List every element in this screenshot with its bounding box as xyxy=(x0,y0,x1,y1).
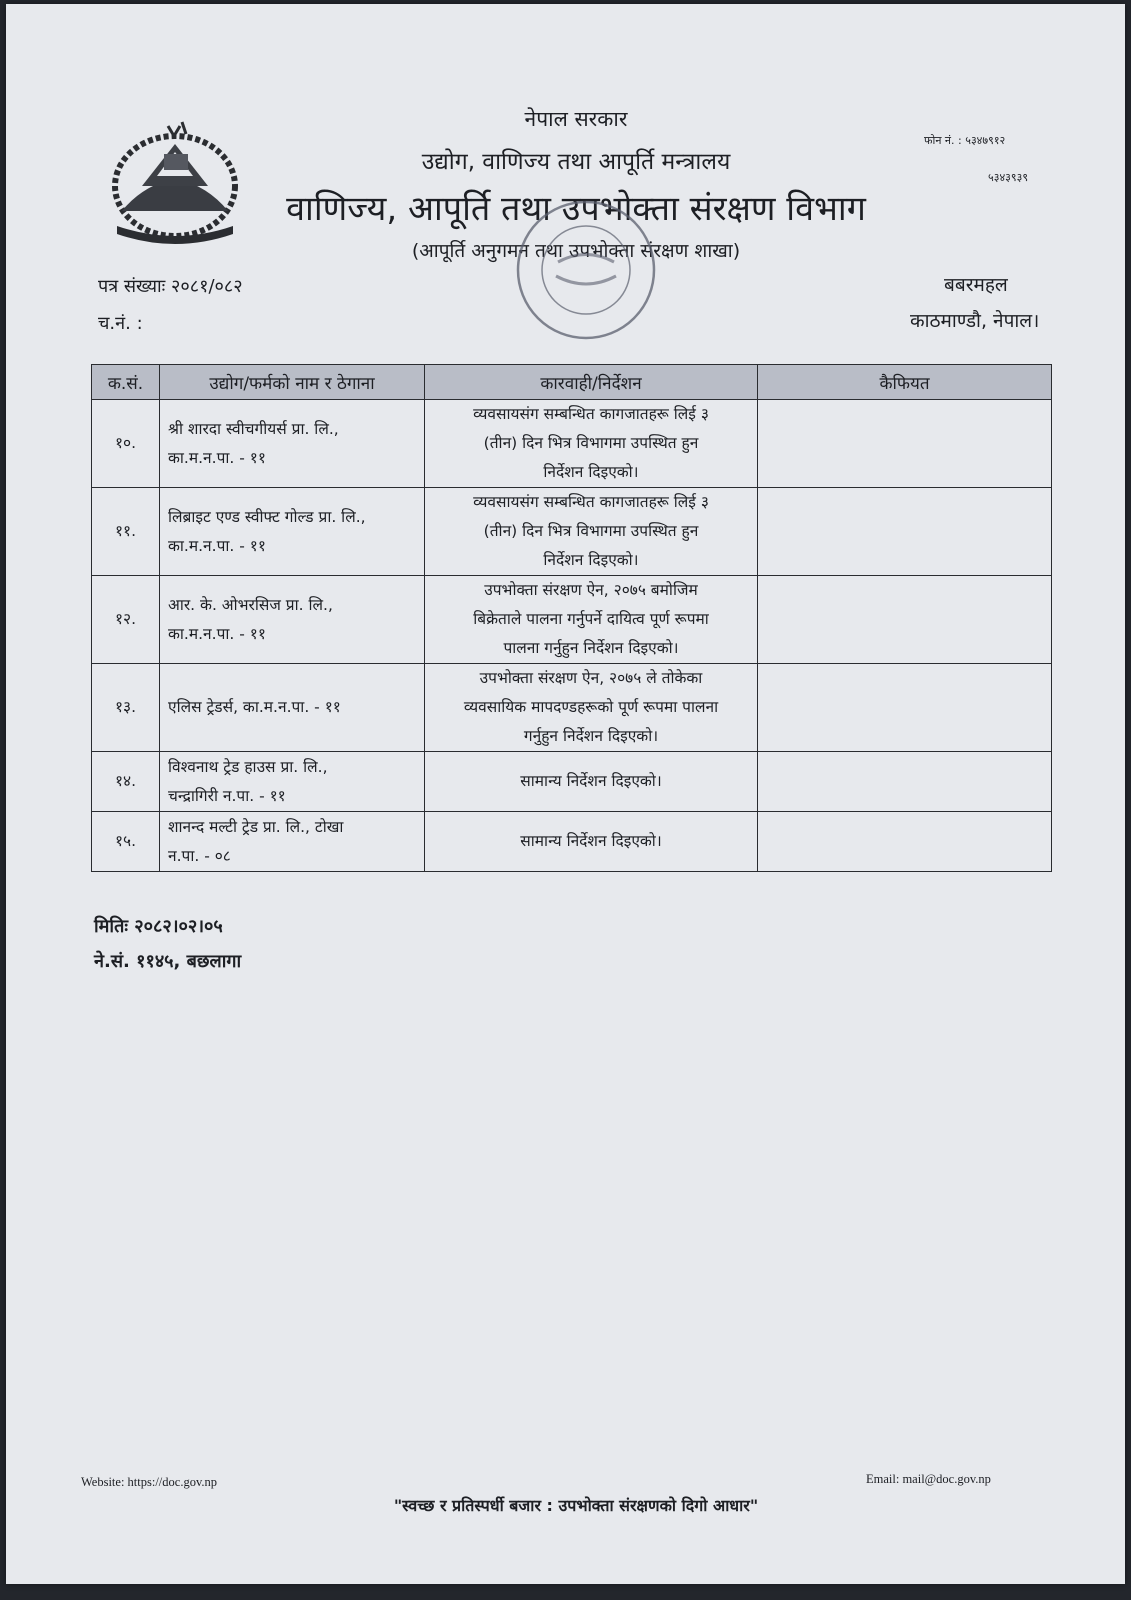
action-taken xyxy=(425,812,758,872)
table-row xyxy=(92,576,1052,664)
column-header-remarks: कैफियत xyxy=(758,365,1052,400)
phone-number-2: ५३४३९३९ xyxy=(988,171,1029,184)
firm-address: न.पा. - ०८ xyxy=(168,846,231,865)
action-line: निर्देशन दिइएको। xyxy=(543,463,639,481)
letter-date: मितिः २०८२।०२।०५ xyxy=(94,916,223,937)
department-name: वाणिज्य, आपूर्ति तथा उपभोक्ता संरक्षण विभाग xyxy=(286,189,866,229)
email-link[interactable]: Email: mail@doc.gov.np xyxy=(866,1472,991,1486)
address-line-1: बबरमहल xyxy=(944,274,1008,296)
firm-name: एलिस ट्रेडर्स, का.म.न.पा. - ११ xyxy=(168,698,341,716)
action-line: निर्देशन दिइएको। xyxy=(543,551,639,569)
serial-number: १४. xyxy=(92,752,160,812)
firm-action-table xyxy=(91,364,1052,872)
remarks xyxy=(758,812,1052,872)
action-line: पालना गर्नुहुन निर्देशन दिइएको। xyxy=(503,639,679,657)
section-name: (आपूर्ति अनुगमन तथा उपभोक्ता संरक्षण शाखा) xyxy=(411,240,741,262)
remarks xyxy=(758,400,1052,488)
action-line: सामान्य निर्देशन दिइएको। xyxy=(520,832,662,850)
action-line: (तीन) दिन भित्र विभागमा उपस्थित हुन xyxy=(483,434,699,452)
phone-number: फोन नं. : ५३४७९१२ xyxy=(924,134,1006,147)
column-header-serial: क.सं. xyxy=(92,365,160,400)
action-line: व्यवसायसंग सम्बन्धित कागजातहरू लिई ३ xyxy=(473,493,709,511)
firm-address: का.म.न.पा. - ११ xyxy=(168,624,266,643)
table-header-row xyxy=(92,365,1052,400)
firm-name-address xyxy=(160,576,425,664)
action-taken xyxy=(425,576,758,664)
firm-name-address xyxy=(160,752,425,812)
footer-slogan: "स्वच्छ र प्रतिस्पर्धी बजार : उपभोक्ता संरक्षणको दिगो आधार" xyxy=(393,1496,759,1515)
action-line: व्यवसायिक मापदण्डहरूको पूर्ण रूपमा पालना xyxy=(463,698,719,716)
firm-address: चन्द्रागिरी न.पा. - ११ xyxy=(168,786,286,805)
firm-name-address xyxy=(160,664,425,752)
government-name: नेपाल सरकार xyxy=(524,107,628,131)
letter-reference-number: पत्र संख्याः २०८१/०८२ xyxy=(98,276,243,297)
action-line: (तीन) दिन भित्र विभागमा उपस्थित हुन xyxy=(483,522,699,540)
firm-name-address xyxy=(160,812,425,872)
letter-page xyxy=(6,4,1125,1584)
action-line: उपभोक्ता संरक्षण ऐन, २०७५ ले तोकेका xyxy=(479,669,703,687)
table-row xyxy=(92,400,1052,488)
action-taken xyxy=(425,752,758,812)
table-row xyxy=(92,752,1052,812)
dispatch-number: च.नं. : xyxy=(98,313,143,334)
firm-name: श्री शारदा स्वीचगीयर्स प्रा. लि., xyxy=(168,419,339,438)
action-taken xyxy=(425,400,758,488)
column-header-action: कारवाही/निर्देशन xyxy=(425,365,758,400)
serial-number: १२. xyxy=(92,576,160,664)
table-row xyxy=(92,488,1052,576)
action-line: सामान्य निर्देशन दिइएको। xyxy=(520,772,662,790)
serial-number: १३. xyxy=(92,664,160,752)
table-row xyxy=(92,664,1052,752)
action-line: बिक्रेताले पालना गर्नुपर्ने दायित्व पूर्ण रूपमा xyxy=(473,610,709,628)
remarks xyxy=(758,664,1052,752)
remarks xyxy=(758,752,1052,812)
serial-number: १०. xyxy=(92,400,160,488)
table-row xyxy=(92,812,1052,872)
firm-address: का.म.न.पा. - ११ xyxy=(168,448,266,467)
firm-name: विश्वनाथ ट्रेड हाउस प्रा. लि., xyxy=(168,757,328,776)
firm-name: आर. के. ओभरसिज प्रा. लि., xyxy=(168,595,333,614)
action-taken xyxy=(425,664,758,752)
remarks xyxy=(758,488,1052,576)
action-line: गर्नुहुन निर्देशन दिइएको। xyxy=(523,727,659,745)
action-taken xyxy=(425,488,758,576)
firm-name: लिब्राइट एण्ड स्वीफ्ट गोल्ड प्रा. लि., xyxy=(168,507,366,526)
serial-number: ११. xyxy=(92,488,160,576)
department-round-seal-icon xyxy=(508,192,664,348)
website-link[interactable]: Website: https://doc.gov.np xyxy=(81,1475,218,1489)
remarks xyxy=(758,576,1052,664)
firm-address: का.म.न.पा. - ११ xyxy=(168,536,266,555)
action-line: उपभोक्ता संरक्षण ऐन, २०७५ बमोजिम xyxy=(484,581,698,599)
ministry-name: उद्योग, वाणिज्य तथा आपूर्ति मन्त्रालय xyxy=(421,149,731,175)
firm-name-address xyxy=(160,488,425,576)
address-line-2: काठमाण्डौ, नेपाल। xyxy=(910,310,1040,332)
action-line: व्यवसायसंग सम्बन्धित कागजातहरू लिई ३ xyxy=(473,405,709,423)
column-header-firm: उद्योग/फर्मको नाम र ठेगाना xyxy=(160,365,425,400)
firm-name-address xyxy=(160,400,425,488)
nepal-sambat-date: ने.सं. ११४५, बछलागा xyxy=(94,951,242,972)
serial-number: १५. xyxy=(92,812,160,872)
firm-name: शानन्द मल्टी ट्रेड प्रा. लि., टोखा xyxy=(168,817,344,836)
